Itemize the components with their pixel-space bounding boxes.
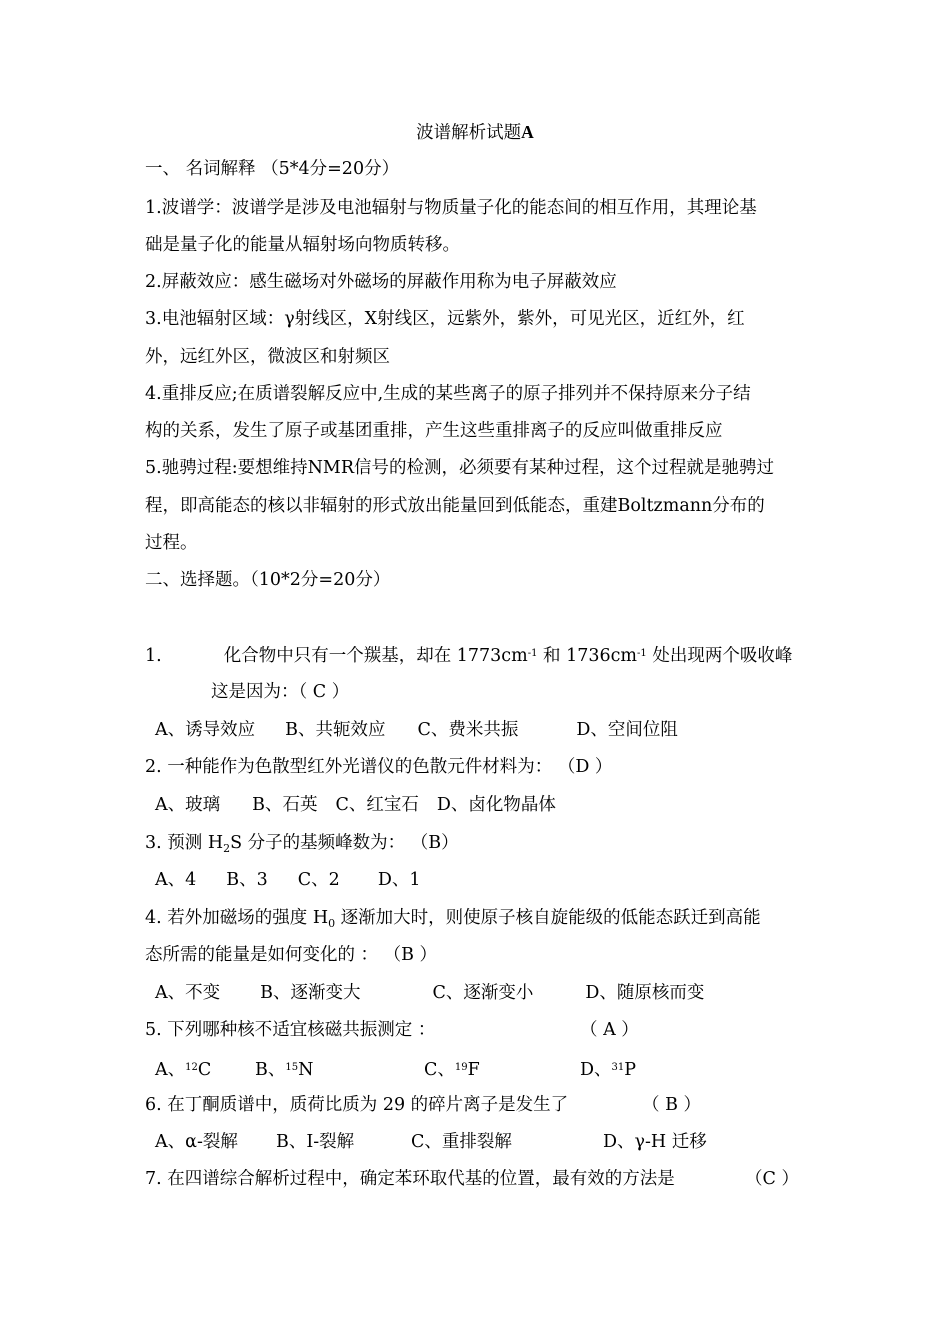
definition-5-line-3: 过程。 [145,533,198,553]
question-1-text-b: 和 1736cm [537,646,638,666]
definition-5-line-1: 5.驰骋过程:要想维持NMR信号的检测，必须要有某种过程，这个过程就是驰骋过 [145,458,774,478]
q6-option-c: C、重排裂解 [411,1132,512,1152]
question-1-line-2: 这是因为：（ C ） [211,682,350,702]
q5-option-a-prefix: A、 [155,1060,186,1080]
q5-option-d-mass: 31 [611,1062,625,1073]
definition-3-line-1: 3.电池辐射区域：γ射线区，X射线区，远紫外，紫外，可见光区，近红外，红 [145,309,745,329]
q2-option-a: A、玻璃 [155,795,221,815]
page-title [0,120,950,145]
q3-option-d: D、1 [377,870,421,890]
question-1-options [155,718,678,742]
question-4-text-b: 逐渐加大时，则使原子核自旋能级的低能态跃迁到高能 [335,908,761,928]
question-7-text: 7. 在四谱综合解析过程中，确定苯环取代基的位置，最有效的方法是 [145,1169,675,1189]
question-4-line-1 [145,906,761,936]
question-3-options [155,868,420,892]
question-4-sub: 0 [328,917,336,930]
q1-option-d: D、空间位阻 [576,720,678,740]
definition-5-line-2: 程，即高能态的核以非辐射的形式放出能量回到低能态，重建Boltzmann分布的 [145,496,765,516]
q2-option-d: D、卤化物晶体 [436,795,556,815]
q3-option-a: A、4 [155,870,197,890]
definition-4-line-1: 4.重排反应;在质谱裂解反应中,生成的某些离子的原子排列并不保持原来分子结 [145,384,751,404]
q5-option-d-symbol: P [624,1060,637,1080]
q5-option-b-symbol: N [298,1060,314,1080]
question-1-text-c: 处出现两个吸收峰 [646,646,793,666]
q5-option-b-prefix: B、 [255,1060,286,1080]
question-4-options [155,981,704,1005]
q5-option-d [580,1056,636,1082]
q4-option-b: B、逐渐变大 [260,983,361,1003]
section2-heading: 二、选择题。（10*2分=20分） [145,570,391,590]
question-6-text: 6. 在丁酮质谱中，质荷比质为 29 的碎片离子是发生了 [145,1095,569,1115]
q3-option-c: C、2 [297,870,340,890]
definition-4-line-2: 构的关系，发生了原子或基团重排，产生这些重排离子的反应叫做重排反应 [145,421,723,441]
question-3-text-b: S 分子的基频峰数为： （B） [230,833,459,853]
title-text: 波谱解析试题 [416,123,522,143]
q5-option-b-mass: 15 [285,1062,299,1073]
question-6-answer: （ B ） [642,1095,701,1115]
q5-option-a [155,1056,211,1082]
question-1-text-a: 化合物中只有一个羰基，却在 1773cm [223,646,528,666]
q5-option-a-symbol: C [197,1060,212,1080]
q1-option-b: B、共轭效应 [285,720,386,740]
question-4-text-a: 4. 若外加磁场的强度 H [145,908,329,928]
definition-2-line-1: 2.屏蔽效应：感生磁场对外磁场的屏蔽作用称为电子屏蔽效应 [145,272,617,292]
q6-option-b: B、I-裂解 [276,1132,355,1152]
question-1-sup-2: -1 [637,648,647,659]
question-5-answer: （ A ） [580,1020,639,1040]
question-2-options [155,793,556,817]
q5-option-a-mass: 12 [185,1062,198,1073]
question-4-line-2: 态所需的能量是如何变化的 ： （B ） [145,945,438,965]
q4-option-c: C、逐渐变小 [432,983,534,1003]
q5-option-c-mass: 19 [454,1062,468,1073]
q5-option-b [255,1056,313,1082]
q6-option-a: A、α-裂解 [155,1132,238,1152]
definition-1-line-1: 1.波谱学：波谱学是涉及电池辐射与物质量子化的能态间的相互作用，其理论基 [145,198,757,218]
q2-option-b: B、石英 [252,795,318,815]
q3-option-b: B、3 [226,870,268,890]
q5-option-c-prefix: C、 [424,1060,455,1080]
q4-option-a: A、不变 [155,983,221,1003]
question-1-sup-1: -1 [527,648,538,659]
q2-option-c: C、红宝石 [335,795,419,815]
q1-option-a: A、诱导效应 [155,720,256,740]
question-1-number: 1. [145,646,162,666]
question-2-text: 2. 一种能作为色散型红外光谱仪的色散元件材料为： （D ） [145,757,613,777]
question-3-sub: 2 [223,842,231,855]
q5-option-c [424,1056,480,1082]
definition-3-line-2: 外，远红外区，微波区和射频区 [145,347,390,367]
q5-option-c-symbol: F [467,1060,480,1080]
question-5-text: 5. 下列哪种核不适宜核磁共振测定 ： [145,1020,436,1040]
q4-option-d: D、随原核而变 [585,983,705,1003]
question-3-text-a: 3. 预测 H [145,833,224,853]
definition-1-line-2: 础是量子化的能量从辐射场向物质转移。 [145,235,460,255]
q1-option-c: C、费米共振 [417,720,519,740]
question-3-text [145,831,459,861]
question-1-line-1 [145,642,792,668]
section1-heading: 一、 名词解释 （5*4分=20分） [145,159,400,179]
q6-option-d: D、γ-H 迁移 [603,1132,707,1152]
title-letter: A [521,122,534,142]
q5-option-d-prefix: D、 [580,1060,612,1080]
question-7-answer: （C ） [745,1169,799,1189]
